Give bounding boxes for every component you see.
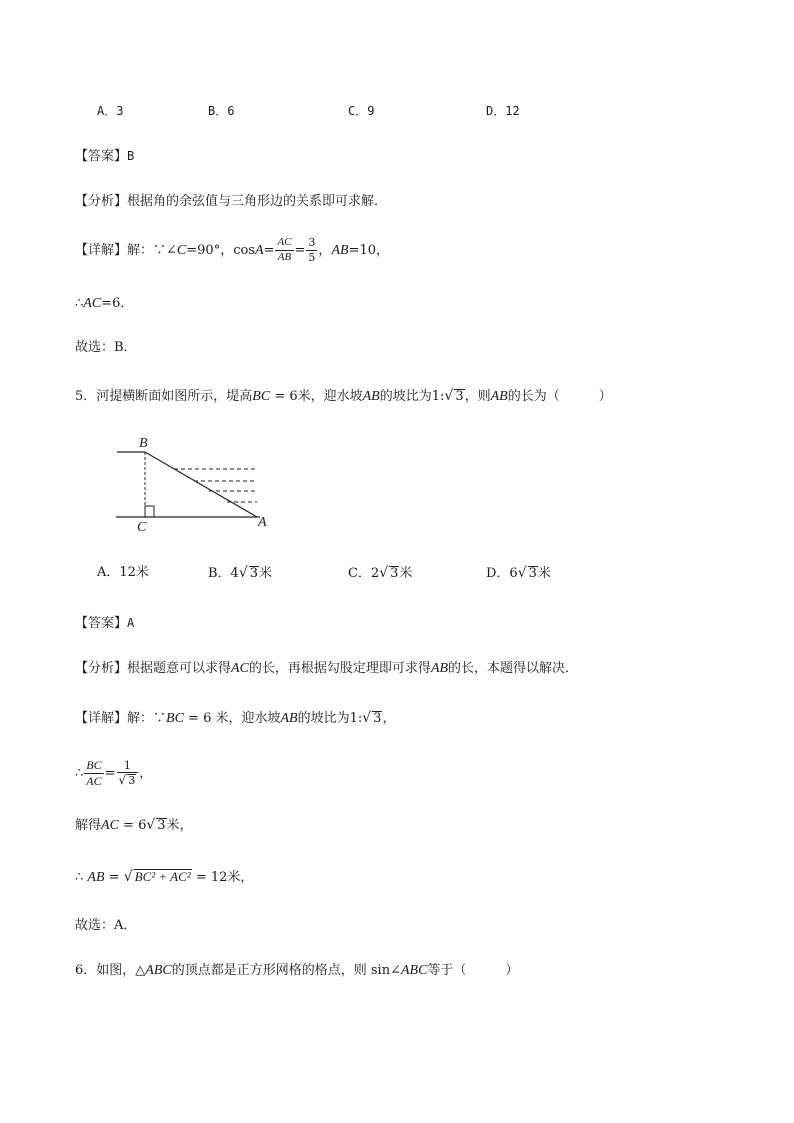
slope-ab-line [145,452,257,517]
sqrt-radicand: BC² + AC² [134,869,191,884]
frac-num-2: 1 [117,760,139,774]
fraction-1-sqrt3 [117,760,139,787]
ab-result: = 12米， [191,870,254,885]
q4-conclusion [75,297,133,311]
q5-stem [75,389,612,404]
opt-d-prefix: D．6 [486,566,518,581]
stem-text: 河提横断面如图所示，堤高 [96,389,253,404]
q5-ratio-line [75,757,152,791]
opt-b-unit: 米 [259,566,273,581]
ac-value: =6． [101,296,134,311]
label-b: B [139,436,148,451]
sqrt-sign: √ [123,869,133,885]
detail-text-4: ， [382,711,396,726]
solve-text-3: 米， [166,818,193,833]
stem-text-5: 的长为（ ） [507,389,612,404]
q5-option-b [208,566,272,581]
var-ac: AC [83,296,102,311]
option-b: B．6 [208,104,235,118]
var-ac: AC [231,661,249,676]
sqrt-sign: √ [517,565,527,581]
option-a: A．3 [97,104,124,118]
answer-tag: 【答案】 [75,616,128,631]
sqrt-sign: √ [444,388,454,404]
q5-number: 5． [75,389,97,404]
frac-den-2: 5 [308,251,316,264]
frac-num: AC [275,237,293,251]
solve-text-2: = 6 [118,818,147,833]
stem-text-2: 的顶点都是正方形网格的格点，则 sin∠ [171,963,401,978]
sqrt-sign: √ [118,773,127,788]
sqrt-radicand: 3 [157,818,166,833]
var-bc: BC [166,711,184,726]
opt-d-unit: 米 [537,566,551,581]
frac-den: AC [86,774,102,788]
detail-text-3: 的坡比为1: [297,711,363,726]
analysis-text: 根据题意可以求得 [127,661,232,676]
embankment-figure [110,432,280,537]
var-abc-2: ABC [400,963,428,978]
frac-den-2 [117,773,139,787]
option-d: D．12 [486,104,520,118]
solve-text: 解得 [75,818,102,833]
q5-choose: 故选：A． [75,918,137,933]
answer-value: A [127,616,135,630]
var-ab: AB [280,711,298,726]
fraction-3-5 [306,237,317,263]
var-a: A [254,243,264,258]
stem-text-2: = 6米，迎水坡 [270,389,363,404]
stem-text-3: 的坡比为1: [379,389,445,404]
eq-sign-2: = [294,243,306,258]
comma: ， [318,243,332,258]
therefore: ∴ [75,296,84,311]
eq-sign: = [104,870,124,885]
ab-value: =10， [348,243,389,258]
q6-number: 6． [75,963,97,978]
q5-solve-line [75,818,193,833]
analysis-tag: 【分析】 [75,194,128,209]
var-ab: AB [430,661,449,676]
opt-c-prefix: C．2 [348,566,380,581]
var-ab-2: AB [490,389,508,404]
sqrt-radicand: 3 [390,566,399,581]
q5-option-a: A．12米 [97,565,149,580]
therefore: ∴ [75,766,84,781]
detail-text-2: =90°，cos [186,243,255,258]
var-bc: BC [252,389,271,404]
q4-detail-line [75,236,389,266]
opt-c-unit: 米 [399,566,413,581]
opt-b-prefix: B．4 [208,566,239,581]
sqrt-radicand: 3 [455,389,464,404]
var-ab: AB [362,389,380,404]
analysis-text: 根据角的余弦值与三角形边的关系即可求解． [127,194,388,209]
fraction-bc-ac [84,759,103,787]
analysis-tag: 【分析】 [75,661,128,676]
right-angle-mark [145,506,154,517]
q5-option-d [486,566,551,581]
detail-text: 解：∵ [127,711,167,726]
analysis-text-2: 的长，再根据勾股定理即可求得 [248,661,431,676]
q4-analysis-line [75,195,387,208]
sqrt-sign: √ [146,817,156,833]
frac-num-2: 3 [308,236,316,250]
sqrt-radicand: 3 [528,566,537,581]
label-a: A [258,515,267,530]
option-c: C．9 [348,104,375,118]
answer-tag: 【答案】 [75,149,128,164]
var-c: C [176,243,187,258]
sqrt-sign: √ [362,710,372,726]
q4-answer-line [75,150,134,163]
detail-text-2: = 6 米，迎水坡 [183,711,281,726]
var-ac: AC [101,818,119,833]
frac-num: BC [86,758,102,773]
sqrt-radicand: 3 [373,711,382,726]
analysis-text-3: 的长，本题得以解决． [448,661,579,676]
frac-den: AB [277,251,292,263]
sqrt-radicand: 3 [128,774,136,788]
answer-value: B [127,149,135,163]
therefore: ∴ [75,870,84,885]
var-ab: AB [87,870,105,885]
label-c: C [137,520,147,535]
detail-text: 解：∵∠ [127,243,177,258]
fraction-ac-ab [275,237,293,263]
eq-sign: = [104,766,116,781]
q5-option-c [348,566,412,581]
q5-ab-line [75,869,253,885]
sqrt-sign: √ [379,565,389,581]
eq-sign: = [263,243,275,258]
sqrt-sign: √ [238,565,248,581]
var-abc: ABC [145,963,172,978]
q6-stem [75,964,518,978]
detail-tag: 【详解】 [75,711,128,726]
sqrt-radicand: 3 [249,566,259,581]
q5-answer-line [75,617,134,630]
detail-tag: 【详解】 [75,243,128,258]
q4-choose: 故选：B． [75,340,137,355]
q5-analysis-line [75,662,578,676]
stem-text-4: ，则 [464,389,491,404]
stem-text: 如图，△ [96,963,146,978]
comma: ， [139,766,153,781]
stem-text-3: 等于（ ） [427,963,519,978]
q5-detail-line [75,711,395,726]
var-ab: AB [331,243,349,258]
